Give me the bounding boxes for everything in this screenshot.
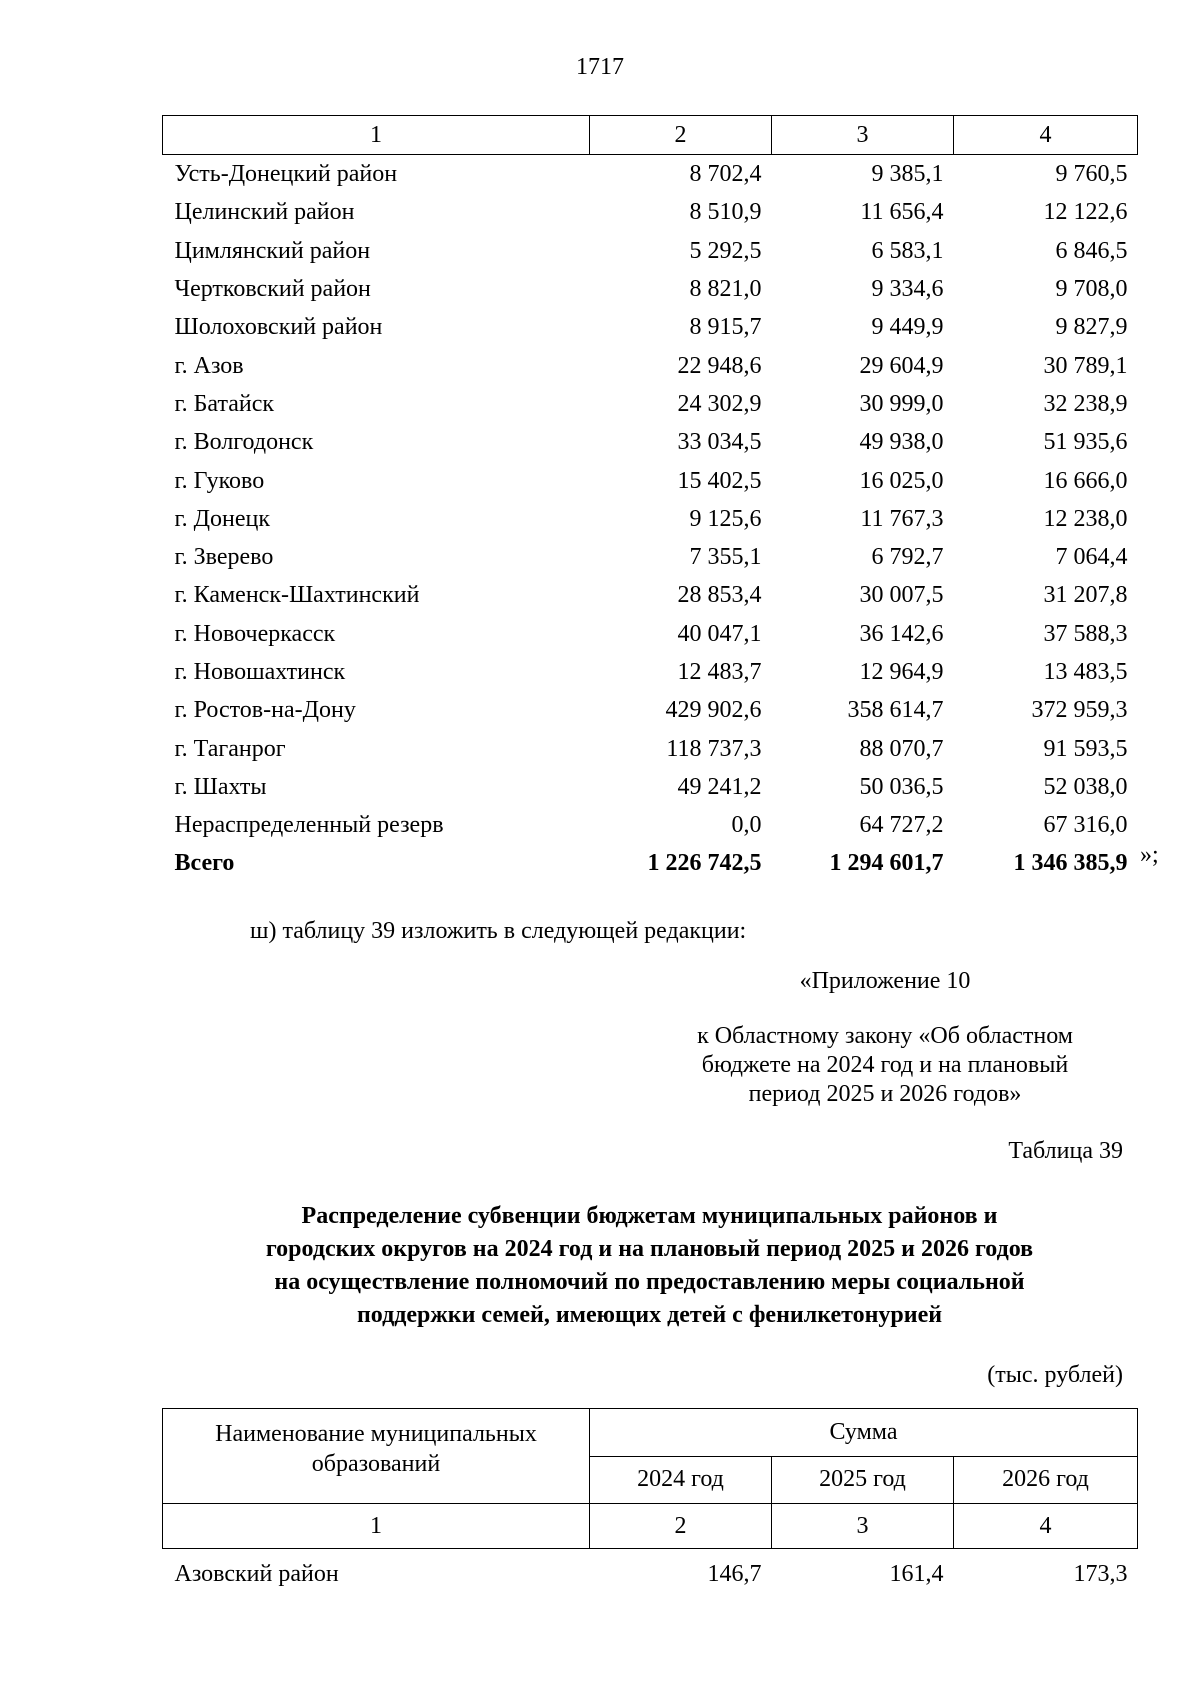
value-2024: 15 402,5	[677, 467, 762, 494]
amendment-instruction: ш) таблицу 39 изложить в следующей редакции:	[250, 918, 747, 944]
units-label: (тыс. рублей)	[987, 1362, 1123, 1388]
value-2024: 8 915,7	[689, 314, 762, 341]
column-index: 1	[163, 116, 590, 155]
municipality-name: г. Новочеркасск	[174, 620, 336, 647]
value-2026: 7 064,4	[1055, 544, 1128, 571]
table-heading-line: поддержки семей, имеющих детей с фенилкетонурией	[356, 1302, 943, 1328]
table-row	[163, 423, 1138, 461]
municipality-name: г. Азов	[174, 352, 244, 379]
page-number: 1717	[576, 54, 624, 80]
total-row	[163, 844, 1138, 882]
value-2026: 9 760,5	[1055, 161, 1128, 188]
table-row	[163, 500, 1138, 538]
value-2024: 429 902,6	[665, 697, 762, 724]
value-2026: 372 959,3	[1031, 697, 1128, 724]
column-index: 4	[954, 116, 1138, 155]
table-row	[163, 615, 1138, 653]
table-row	[163, 193, 1138, 231]
value-2025: 64 727,2	[859, 812, 944, 839]
table-row	[163, 385, 1138, 423]
value-2024: 33 034,5	[677, 429, 762, 456]
municipality-name: г. Гуково	[174, 467, 265, 494]
value-2026: 9 827,9	[1055, 314, 1128, 341]
value-2026: 51 935,6	[1043, 429, 1128, 456]
municipality-name: г. Зверево	[174, 544, 274, 571]
value-2024: 8 702,4	[689, 161, 762, 188]
value-2024: 8 510,9	[689, 199, 762, 226]
value-2025: 6 583,1	[871, 237, 944, 264]
value-2024: 5 292,5	[689, 237, 762, 264]
municipality-name: г. Новошахтинск	[174, 659, 346, 685]
table-row	[163, 461, 1138, 499]
value-2025: 358 614,7	[847, 697, 944, 724]
municipality-name: Нераспределенный резерв	[174, 812, 444, 839]
municipality-name: г. Таганрог	[174, 735, 286, 762]
municipality-name: Цимлянский район	[174, 237, 371, 264]
continued-distribution-table	[162, 115, 1138, 883]
value-2025: 50 036,5	[859, 773, 944, 800]
total-label: Всего	[174, 850, 235, 877]
value-2025: 6 792,7	[871, 544, 944, 571]
value-2024: 12 483,7	[677, 659, 762, 685]
appendix-reference-line: период 2025 и 2026 годов»	[748, 1081, 1022, 1107]
total-2026: 1 346 385,9	[1013, 850, 1128, 877]
value-2026: 37 588,3	[1043, 620, 1128, 647]
table-row	[163, 576, 1138, 614]
value-2025: 12 964,9	[859, 659, 944, 685]
value-2025: 11 656,4	[860, 199, 944, 226]
table-heading-line: на осуществление полномочий по предоставлению меры социальной	[274, 1269, 1025, 1295]
municipality-name: г. Шахты	[174, 773, 267, 800]
closing-quote-mark: »;	[1140, 842, 1159, 868]
value-2024: 146,7	[707, 1561, 762, 1587]
value-2025: 9 385,1	[871, 161, 944, 188]
column-index-row	[163, 116, 1138, 155]
municipality-name: Целинский район	[174, 199, 355, 226]
value-2026: 13 483,5	[1043, 659, 1128, 685]
header-year: 2024 год	[590, 1456, 772, 1504]
value-2026: 52 038,0	[1043, 773, 1128, 800]
value-2026: 67 316,0	[1043, 812, 1128, 839]
value-2025: 161,4	[889, 1561, 944, 1587]
table-row	[163, 232, 1138, 270]
value-2024: 0,0	[731, 812, 762, 839]
municipality-name: Шолоховский район	[174, 314, 383, 341]
table-row	[163, 653, 1138, 691]
column-index: 4	[954, 1504, 1138, 1549]
value-2026: 16 666,0	[1043, 467, 1128, 494]
header-municipality-name: Наименование муниципальных образований	[163, 1409, 590, 1504]
value-2024: 24 302,9	[677, 390, 762, 417]
table-heading-line: Распределение субвенции бюджетам муниципальных районов и	[301, 1203, 998, 1229]
table-row	[163, 1549, 1138, 1600]
value-2024: 9 125,6	[689, 505, 762, 532]
table-row	[163, 806, 1138, 844]
total-2024: 1 226 742,5	[647, 850, 762, 877]
value-2024: 40 047,1	[677, 620, 762, 647]
value-2026: 12 238,0	[1043, 505, 1128, 532]
value-2026: 12 122,6	[1043, 199, 1128, 226]
value-2025: 16 025,0	[859, 467, 944, 494]
value-2025: 9 449,9	[871, 314, 944, 341]
subvention-distribution-table	[162, 1408, 1138, 1599]
value-2025: 30 999,0	[859, 390, 944, 417]
table-row	[163, 155, 1138, 194]
municipality-name: г. Донецк	[174, 505, 271, 532]
value-2026: 173,3	[1073, 1561, 1128, 1587]
table-row	[163, 270, 1138, 308]
total-2025: 1 294 601,7	[829, 850, 944, 877]
value-2025: 9 334,6	[871, 276, 944, 303]
table-row	[163, 346, 1138, 384]
value-2025: 29 604,9	[859, 352, 944, 379]
value-2026: 9 708,0	[1055, 276, 1128, 303]
column-index: 1	[163, 1504, 590, 1549]
value-2025: 30 007,5	[859, 582, 944, 609]
value-2025: 88 070,7	[859, 735, 944, 762]
value-2024: 118 737,3	[666, 735, 762, 762]
appendix-reference-line: бюджете на 2024 год и на плановый	[701, 1052, 1069, 1078]
value-2024: 49 241,2	[677, 773, 762, 800]
appendix-reference	[640, 1022, 1130, 1109]
header-year: 2025 год	[772, 1456, 954, 1504]
header-sum: Сумма	[590, 1409, 1138, 1457]
column-index: 2	[590, 116, 772, 155]
municipality-name: Чертковский район	[174, 276, 371, 303]
table-row	[163, 768, 1138, 806]
header-year: 2026 год	[954, 1456, 1138, 1504]
value-2025: 49 938,0	[859, 429, 944, 456]
value-2025: 11 767,3	[860, 505, 944, 532]
value-2024: 7 355,1	[689, 544, 762, 571]
value-2024: 8 821,0	[689, 276, 762, 303]
municipality-name: г. Каменск-Шахтинский	[174, 582, 420, 609]
value-2026: 30 789,1	[1043, 352, 1128, 379]
table-heading	[162, 1200, 1137, 1332]
table-row	[163, 538, 1138, 576]
table-label: Таблица 39	[1008, 1138, 1123, 1164]
column-index: 3	[772, 1504, 954, 1549]
municipality-name: Азовский район	[174, 1561, 339, 1587]
municipality-name: г. Батайск	[174, 390, 275, 417]
table-row	[163, 729, 1138, 767]
column-index: 3	[772, 116, 954, 155]
municipality-name: Усть-Донецкий район	[174, 161, 398, 188]
value-2026: 91 593,5	[1043, 735, 1128, 762]
table-row	[163, 308, 1138, 346]
value-2024: 28 853,4	[677, 582, 762, 609]
municipality-name: г. Ростов-на-Дону	[174, 697, 356, 724]
appendix-title: «Приложение 10	[799, 968, 971, 994]
value-2026: 6 846,5	[1055, 237, 1128, 264]
value-2026: 31 207,8	[1043, 582, 1128, 609]
value-2025: 36 142,6	[859, 620, 944, 647]
table-heading-line: городских округов на 2024 год и на плановый период 2025 и 2026 годов	[265, 1236, 1034, 1262]
table-row	[163, 691, 1138, 729]
column-index: 2	[590, 1504, 772, 1549]
value-2024: 22 948,6	[677, 352, 762, 379]
appendix-reference-line: к Областному закону «Об областном	[697, 1023, 1073, 1049]
municipality-name: г. Волгодонск	[174, 429, 314, 456]
value-2026: 32 238,9	[1043, 390, 1128, 417]
